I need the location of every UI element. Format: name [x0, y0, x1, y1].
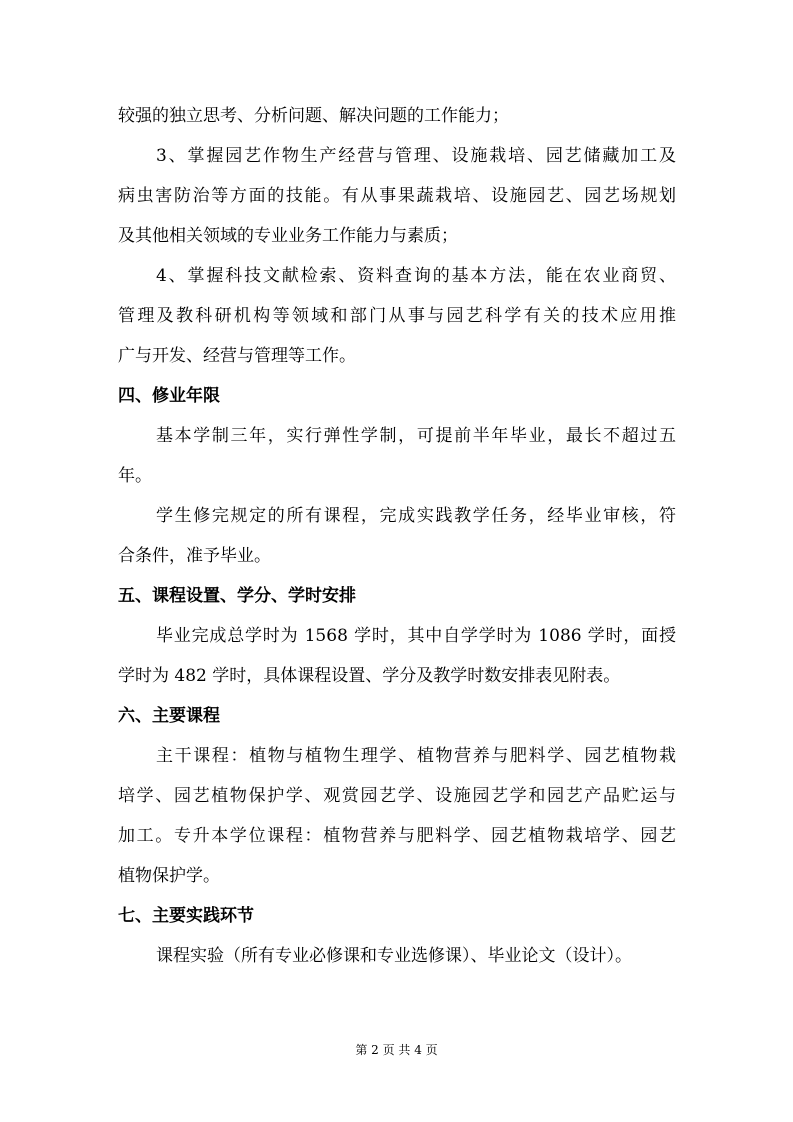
paragraph-line: 学生修完规定的所有课程，完成实践教学任务，经毕业审核，符 [156, 506, 676, 526]
paragraph-line: 4、掌握科技文献检索、资料查询的基本方法，能在农业商贸、 [156, 266, 676, 286]
section-heading-7: 七、主要实践环节 [118, 906, 254, 926]
page-footer: 第 2 页 共 4 页 [355, 1043, 438, 1057]
paragraph-line: 主干课程：植物与植物生理学、植物营养与肥料学、园艺植物栽 [156, 746, 676, 766]
paragraph-line: 年。 [118, 466, 152, 486]
paragraph-line: 学时为 482 学时，具体课程设置、学分及教学时数安排表见附表。 [118, 666, 621, 686]
paragraph-line: 加工。专升本学位课程：植物营养与肥料学、园艺植物栽培学、园艺 [118, 826, 676, 846]
paragraph-line: 植物保护学。 [118, 866, 220, 886]
paragraph-line: 基本学制三年，实行弹性学制，可提前半年毕业，最长不超过五 [156, 426, 676, 446]
paragraph-line: 合条件，准予毕业。 [118, 546, 271, 566]
section-heading-4: 四、修业年限 [118, 386, 220, 406]
section-heading-6: 六、主要课程 [118, 706, 220, 726]
paragraph-line: 病虫害防治等方面的技能。有从事果蔬栽培、设施园艺、园艺场规划 [118, 186, 676, 206]
section-heading-5: 五、课程设置、学分、学时安排 [118, 586, 356, 606]
paragraph-line: 较强的独立思考、分析问题、解决问题的工作能力； [118, 106, 509, 126]
paragraph-line: 课程实验（所有专业必修课和专业选修课）、毕业论文（设计）。 [156, 946, 632, 966]
paragraph-line: 培学、园艺植物保护学、观赏园艺学、设施园艺学和园艺产品贮运与 [118, 786, 676, 806]
document-body [118, 96, 676, 976]
paragraph-line: 管理及教科研机构等领域和部门从事与园艺科学有关的技术应用推 [118, 306, 676, 326]
paragraph-line: 及其他相关领域的专业业务工作能力与素质； [118, 226, 458, 246]
paragraph-line: 毕业完成总学时为 1568 学时，其中自学学时为 1086 学时，面授 [156, 626, 676, 646]
paragraph-line: 3、掌握园艺作物生产经营与管理、设施栽培、园艺储藏加工及 [156, 146, 676, 166]
paragraph-line: 广与开发、经营与管理等工作。 [118, 346, 356, 366]
